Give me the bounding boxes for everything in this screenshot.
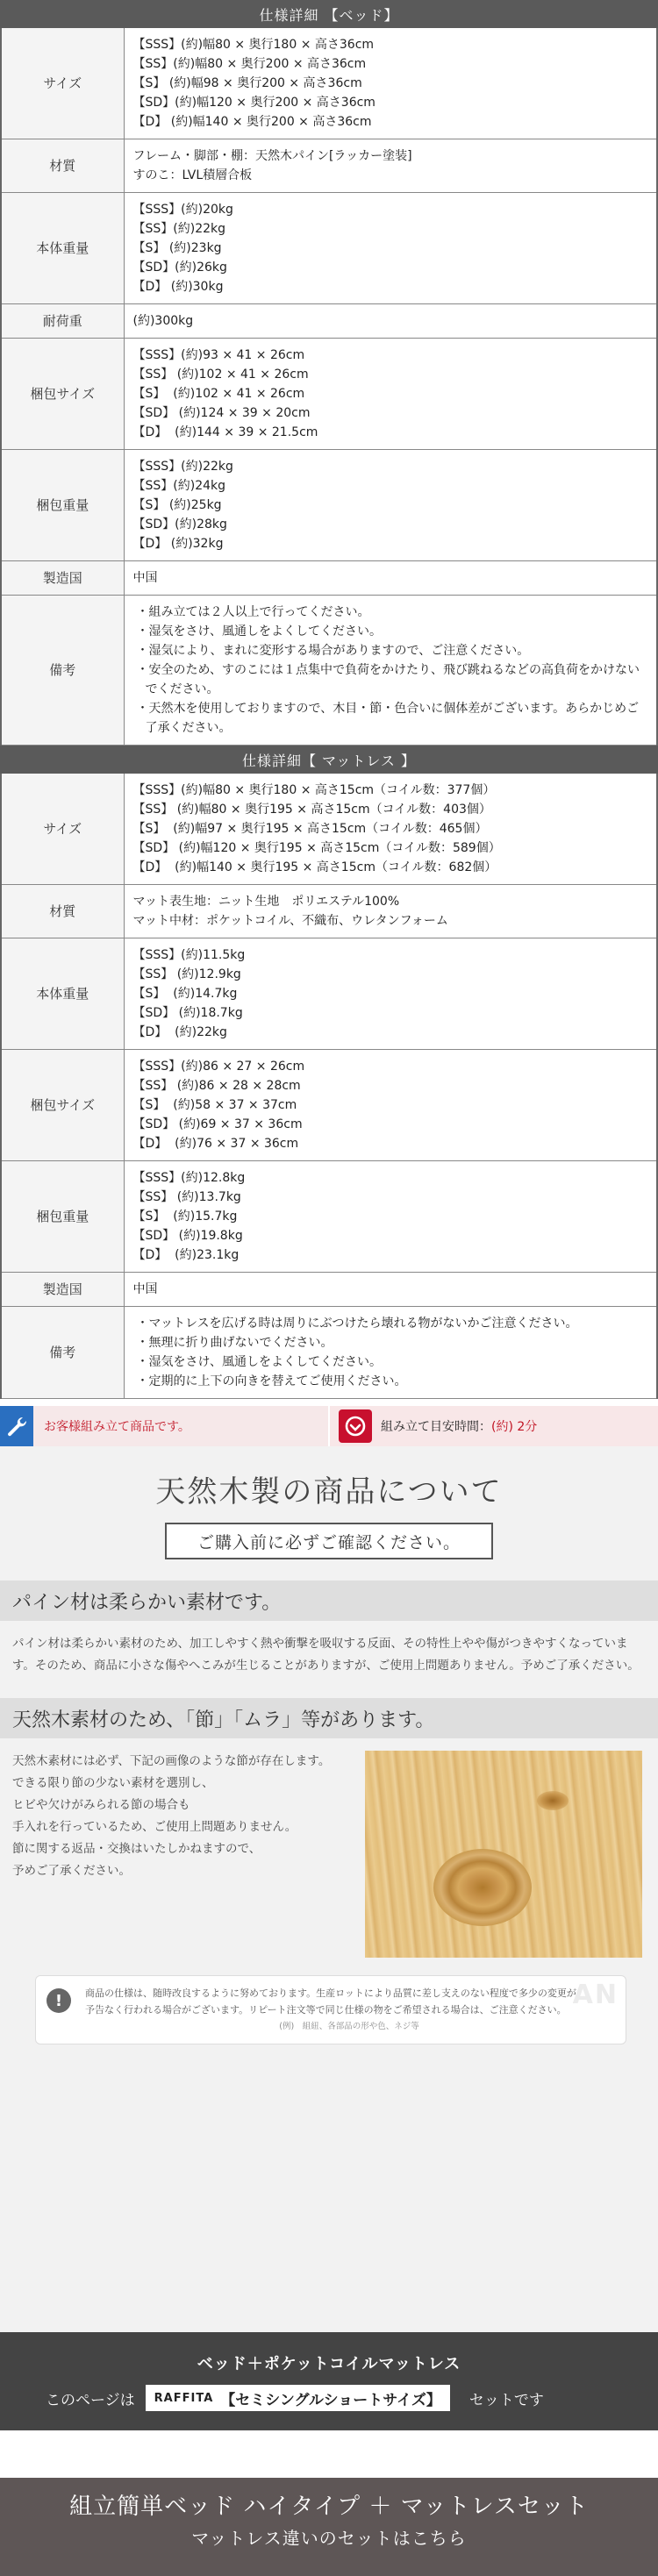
spec-value-line: 【S】 (約)幅98 × 奥行200 × 高さ36cm	[132, 76, 362, 90]
spec-value	[124, 885, 657, 938]
spec-value-line: 【SS】(約)24kg	[132, 479, 226, 493]
spec-notes-row	[1, 596, 657, 746]
spec-value-line: 【SD】 (約)69 × 37 × 36cm	[132, 1117, 303, 1131]
set-product-size: 【セミシングルショートサイズ】	[220, 2391, 441, 2409]
spec-value-line: 【SD】 (約)幅120 × 奥行195 × 高さ15cm（コイル数：589個）	[132, 841, 501, 855]
spec-value-line: 【S】 (約)23kg	[132, 241, 222, 255]
spec-value-line: 【SD】(約)26kg	[132, 260, 227, 275]
spec-value	[124, 1050, 657, 1161]
spec-row	[1, 450, 657, 561]
spec-value-line: 【SS】 (約)12.9kg	[132, 967, 241, 981]
knot-mark	[433, 1849, 532, 1926]
other-mattress-set-link[interactable]	[0, 2478, 658, 2576]
note-line: ・天然木を使用しておりますので、木目・節・色合いに個体差がございます。あらかじめご了承ください。	[136, 702, 640, 735]
mattress-spec-section	[0, 746, 658, 1399]
spec-value-line: 【SS】 (約)86 × 28 × 28cm	[132, 1079, 301, 1093]
spec-value-line: 【SD】 (約)18.7kg	[132, 1006, 243, 1020]
knot-line: 節に関する返品・交換はいたしかねますので、	[12, 1842, 261, 1856]
spec-label: 本体重量	[1, 938, 124, 1050]
set-product-badge	[146, 2385, 450, 2411]
spec-value-line: 【SSS】(約)86 × 27 × 26cm	[132, 1060, 305, 1074]
spec-notes	[124, 1307, 657, 1399]
spec-row	[1, 774, 657, 885]
assembly-time-notice	[328, 1406, 658, 1446]
spec-value-line: 【SS】(約)幅80 × 奥行200 × 高さ36cm	[132, 57, 367, 71]
spec-value-line: (約)300kg	[132, 314, 194, 328]
spec-value-line: マット表生地：ニット生地 ポリエステル100%	[132, 895, 400, 909]
spec-value-line: 【SD】 (約)19.8kg	[132, 1229, 243, 1243]
natural-wood-subtitle: ご購入前に必ずご確認ください。	[165, 1523, 493, 1559]
watermark: AN	[572, 1980, 619, 2010]
spec-value	[124, 339, 657, 450]
spec-value-line: 【SD】 (約)124 × 39 × 20cm	[132, 406, 311, 420]
spec-value-line: 【SS】(約)22kg	[132, 222, 226, 236]
pine-heading: パイン材は柔らかい素材です。	[0, 1581, 658, 1621]
mattress-spec-header: 仕様詳細【 マットレス 】	[0, 746, 658, 774]
spec-row	[1, 885, 657, 938]
spec-value-line: 【D】 (約)30kg	[132, 280, 224, 294]
spec-value-line: 【SSS】(約)22kg	[132, 460, 233, 474]
exclamation-icon: !	[46, 1988, 71, 2013]
spec-row	[1, 28, 657, 139]
spec-row	[1, 938, 657, 1050]
spec-value-line: 【S】 (約)14.7kg	[132, 987, 238, 1001]
spec-value-line: 【SD】(約)幅120 × 奥行200 × 高さ36cm	[132, 96, 375, 110]
spec-value-line: 【SSS】(約)幅80 × 奥行180 × 高さ15cm（コイル数：377個）	[132, 783, 496, 797]
natural-wood-title: 天然木製の商品について	[155, 1474, 503, 1509]
spec-label: 梱包サイズ	[1, 1050, 124, 1161]
spec-row	[1, 1050, 657, 1161]
note-line: ・湿気により、まれに変形する場合がありますので、ご注意ください。	[136, 644, 530, 658]
spec-label: 梱包重量	[1, 450, 124, 561]
spec-label: 製造国	[1, 1273, 124, 1307]
clock-icon	[339, 1409, 372, 1443]
spec-value-line: 【D】 (約)幅140 × 奥行200 × 高さ36cm	[132, 115, 372, 129]
knot-text	[12, 1751, 353, 1958]
spec-value	[124, 561, 657, 596]
spec-value-line: 【S】 (約)幅97 × 奥行195 × 高さ15cm（コイル数：465個）	[132, 822, 488, 836]
set-banner-suffix: セットです	[468, 2391, 544, 2409]
spec-value-line: 【SS】 (約)13.7kg	[132, 1190, 241, 1204]
assembly-required-text: お客様組み立て商品です。	[44, 1420, 190, 1434]
spec-value-line: 【D】 (約)76 × 37 × 36cm	[132, 1137, 299, 1151]
knot-line: 予めご了承ください。	[12, 1864, 131, 1878]
spec-label: 製造国	[1, 561, 124, 596]
knot-line: できる限り節の少ない素材を選別し、	[12, 1776, 214, 1790]
spec-value	[124, 304, 657, 339]
spec-label: 耐荷重	[1, 304, 124, 339]
spec-value-line: 【S】 (約)102 × 41 × 26cm	[132, 387, 305, 401]
spec-label: サイズ	[1, 28, 124, 139]
spacer	[0, 2430, 658, 2478]
note-line: ・安全のため、すのこには１点集中で負荷をかけたり、飛び跳ねるなどの高負荷をかけないでください。	[136, 663, 640, 696]
knot-row	[0, 1738, 658, 1958]
note-line: ・湿気をさけ、風通しをよくしてください。	[136, 624, 382, 639]
spec-label: サイズ	[1, 774, 124, 885]
spec-notes-row	[1, 1307, 657, 1399]
knot-line: ヒビや欠けがみられる節の場合も	[12, 1798, 190, 1812]
spec-value-line: 【S】 (約)58 × 37 × 37cm	[132, 1098, 297, 1112]
spec-value	[124, 28, 657, 139]
assembly-time-value: (約) 2分	[491, 1420, 538, 1434]
notice-line: 商品の仕様は、随時改良するように努めております。生産ロットにより品質に差し支えのない程度で多少の変更が	[85, 1987, 576, 1999]
spec-value-line: 【SSS】(約)幅80 × 奥行180 × 高さ36cm	[132, 38, 375, 52]
spec-value-line: 【SS】 (約)幅80 × 奥行195 × 高さ15cm（コイル数：403個）	[132, 803, 491, 817]
spec-value	[124, 450, 657, 561]
spec-row	[1, 561, 657, 596]
brand-logo: RAFFITA	[154, 2391, 214, 2405]
mattress-spec-table	[0, 774, 658, 1399]
spec-notes	[124, 596, 657, 746]
spec-label: 梱包重量	[1, 1161, 124, 1273]
spec-value-line: マット中材：ポケットコイル、不織布、ウレタンフォーム	[132, 914, 448, 928]
bed-spec-section	[0, 0, 658, 746]
spec-value	[124, 774, 657, 885]
spec-row	[1, 304, 657, 339]
spec-label: 備考	[1, 1307, 124, 1399]
spec-change-notice	[35, 1975, 626, 2044]
notice-line: 予告なく行われる場合がございます。リピート注文等で同じ仕様の物をご希望される場合は、ご注意ください。	[85, 2004, 567, 2016]
note-line: ・マットレスを広げる時は周りにぶつけたら壊れる物がないかご注意ください。	[136, 1317, 578, 1331]
notice-example: (例) 組紐、各部品の形や色、ネジ等	[279, 2022, 419, 2031]
wood-knot-image	[365, 1751, 642, 1958]
bed-spec-table	[0, 28, 658, 746]
note-line: ・湿気をさけ、風通しをよくしてください。	[136, 1355, 382, 1369]
spec-label: 本体重量	[1, 193, 124, 304]
knot-heading: 天然木素材のため、「節」「ムラ」等があります。	[0, 1698, 658, 1738]
natural-wood-section	[0, 1446, 658, 2430]
bottom-title: 組立簡単ベッド ハイタイプ ＋ マットレスセット	[69, 2494, 589, 2520]
spec-value-line: 【SSS】(約)93 × 41 × 26cm	[132, 348, 305, 362]
spec-row	[1, 139, 657, 193]
set-banner	[0, 2332, 658, 2430]
spec-value-line: 【SSS】(約)12.8kg	[132, 1171, 246, 1185]
spec-value-line: 中国	[132, 571, 158, 585]
note-line: ・組み立ては２人以上で行ってください。	[136, 605, 370, 619]
spec-value-line: すのこ：LVL積層合板	[132, 168, 253, 182]
knot-line: 天然木素材には必ず、下記の画像のような節が存在します。	[12, 1754, 331, 1768]
set-banner-title: ベッド＋ポケットコイルマットレス	[197, 2355, 461, 2373]
note-line: ・無理に折り曲げないでください。	[136, 1336, 333, 1350]
pine-text: パイン材は柔らかい素材のため、加工しやすく熱や衝撃を吸収する反面、その特性上やや傷がつきやすくなっています。そのため、商品に小さな傷やへこみが生じることがありますが、ご使用上問題ありません。予めご了承ください。	[12, 1637, 640, 1673]
spec-label: 材質	[1, 139, 124, 193]
spec-value-line: 【SSS】(約)20kg	[132, 203, 233, 217]
bed-spec-header: 仕様詳細 【ベッド】	[0, 0, 658, 28]
spec-value-line: 【D】 (約)幅140 × 奥行195 × 高さ15cm（コイル数：682個）	[132, 860, 497, 874]
spec-value	[124, 139, 657, 193]
spec-value-line: 中国	[132, 1282, 158, 1296]
spec-value-line: 【S】 (約)25kg	[132, 498, 222, 512]
spec-value-line: 【SSS】(約)11.5kg	[132, 948, 246, 962]
set-banner-prefix: このページは	[46, 2391, 135, 2409]
assembly-required-notice	[0, 1406, 328, 1446]
spec-row	[1, 339, 657, 450]
spec-value-line: 【D】 (約)32kg	[132, 537, 224, 551]
spec-value-line: 【SD】(約)28kg	[132, 517, 227, 532]
spec-value-line: 【D】 (約)144 × 39 × 21.5cm	[132, 425, 318, 439]
spec-value-line: 【D】 (約)23.1kg	[132, 1248, 240, 1262]
spec-value	[124, 938, 657, 1050]
note-line: ・定期的に上下の向きを替えてご使用ください。	[136, 1374, 407, 1388]
spec-value-line: フレーム・脚部・棚：天然木パイン[ラッカー塗装]	[132, 149, 412, 163]
spec-value	[124, 193, 657, 304]
spec-label: 備考	[1, 596, 124, 746]
wrench-icon	[0, 1406, 33, 1446]
spec-row	[1, 1273, 657, 1307]
spec-row	[1, 1161, 657, 1273]
bottom-subtitle: マットレス違いのセットはこちら	[191, 2528, 467, 2549]
spec-label: 梱包サイズ	[1, 339, 124, 450]
spec-value-line: 【D】 (約)22kg	[132, 1025, 227, 1039]
assembly-info-bar	[0, 1406, 658, 1446]
spec-value	[124, 1161, 657, 1273]
spec-label: 材質	[1, 885, 124, 938]
spec-row	[1, 193, 657, 304]
spec-value-line: 【SS】 (約)102 × 41 × 26cm	[132, 367, 309, 382]
assembly-time-label: 組み立て目安時間：	[381, 1420, 491, 1434]
knot-line: 手入れを行っているため、ご使用上問題ありません。	[12, 1820, 297, 1834]
spec-value-line: 【S】 (約)15.7kg	[132, 1210, 238, 1224]
spec-value	[124, 1273, 657, 1307]
knot-mark	[537, 1791, 569, 1810]
